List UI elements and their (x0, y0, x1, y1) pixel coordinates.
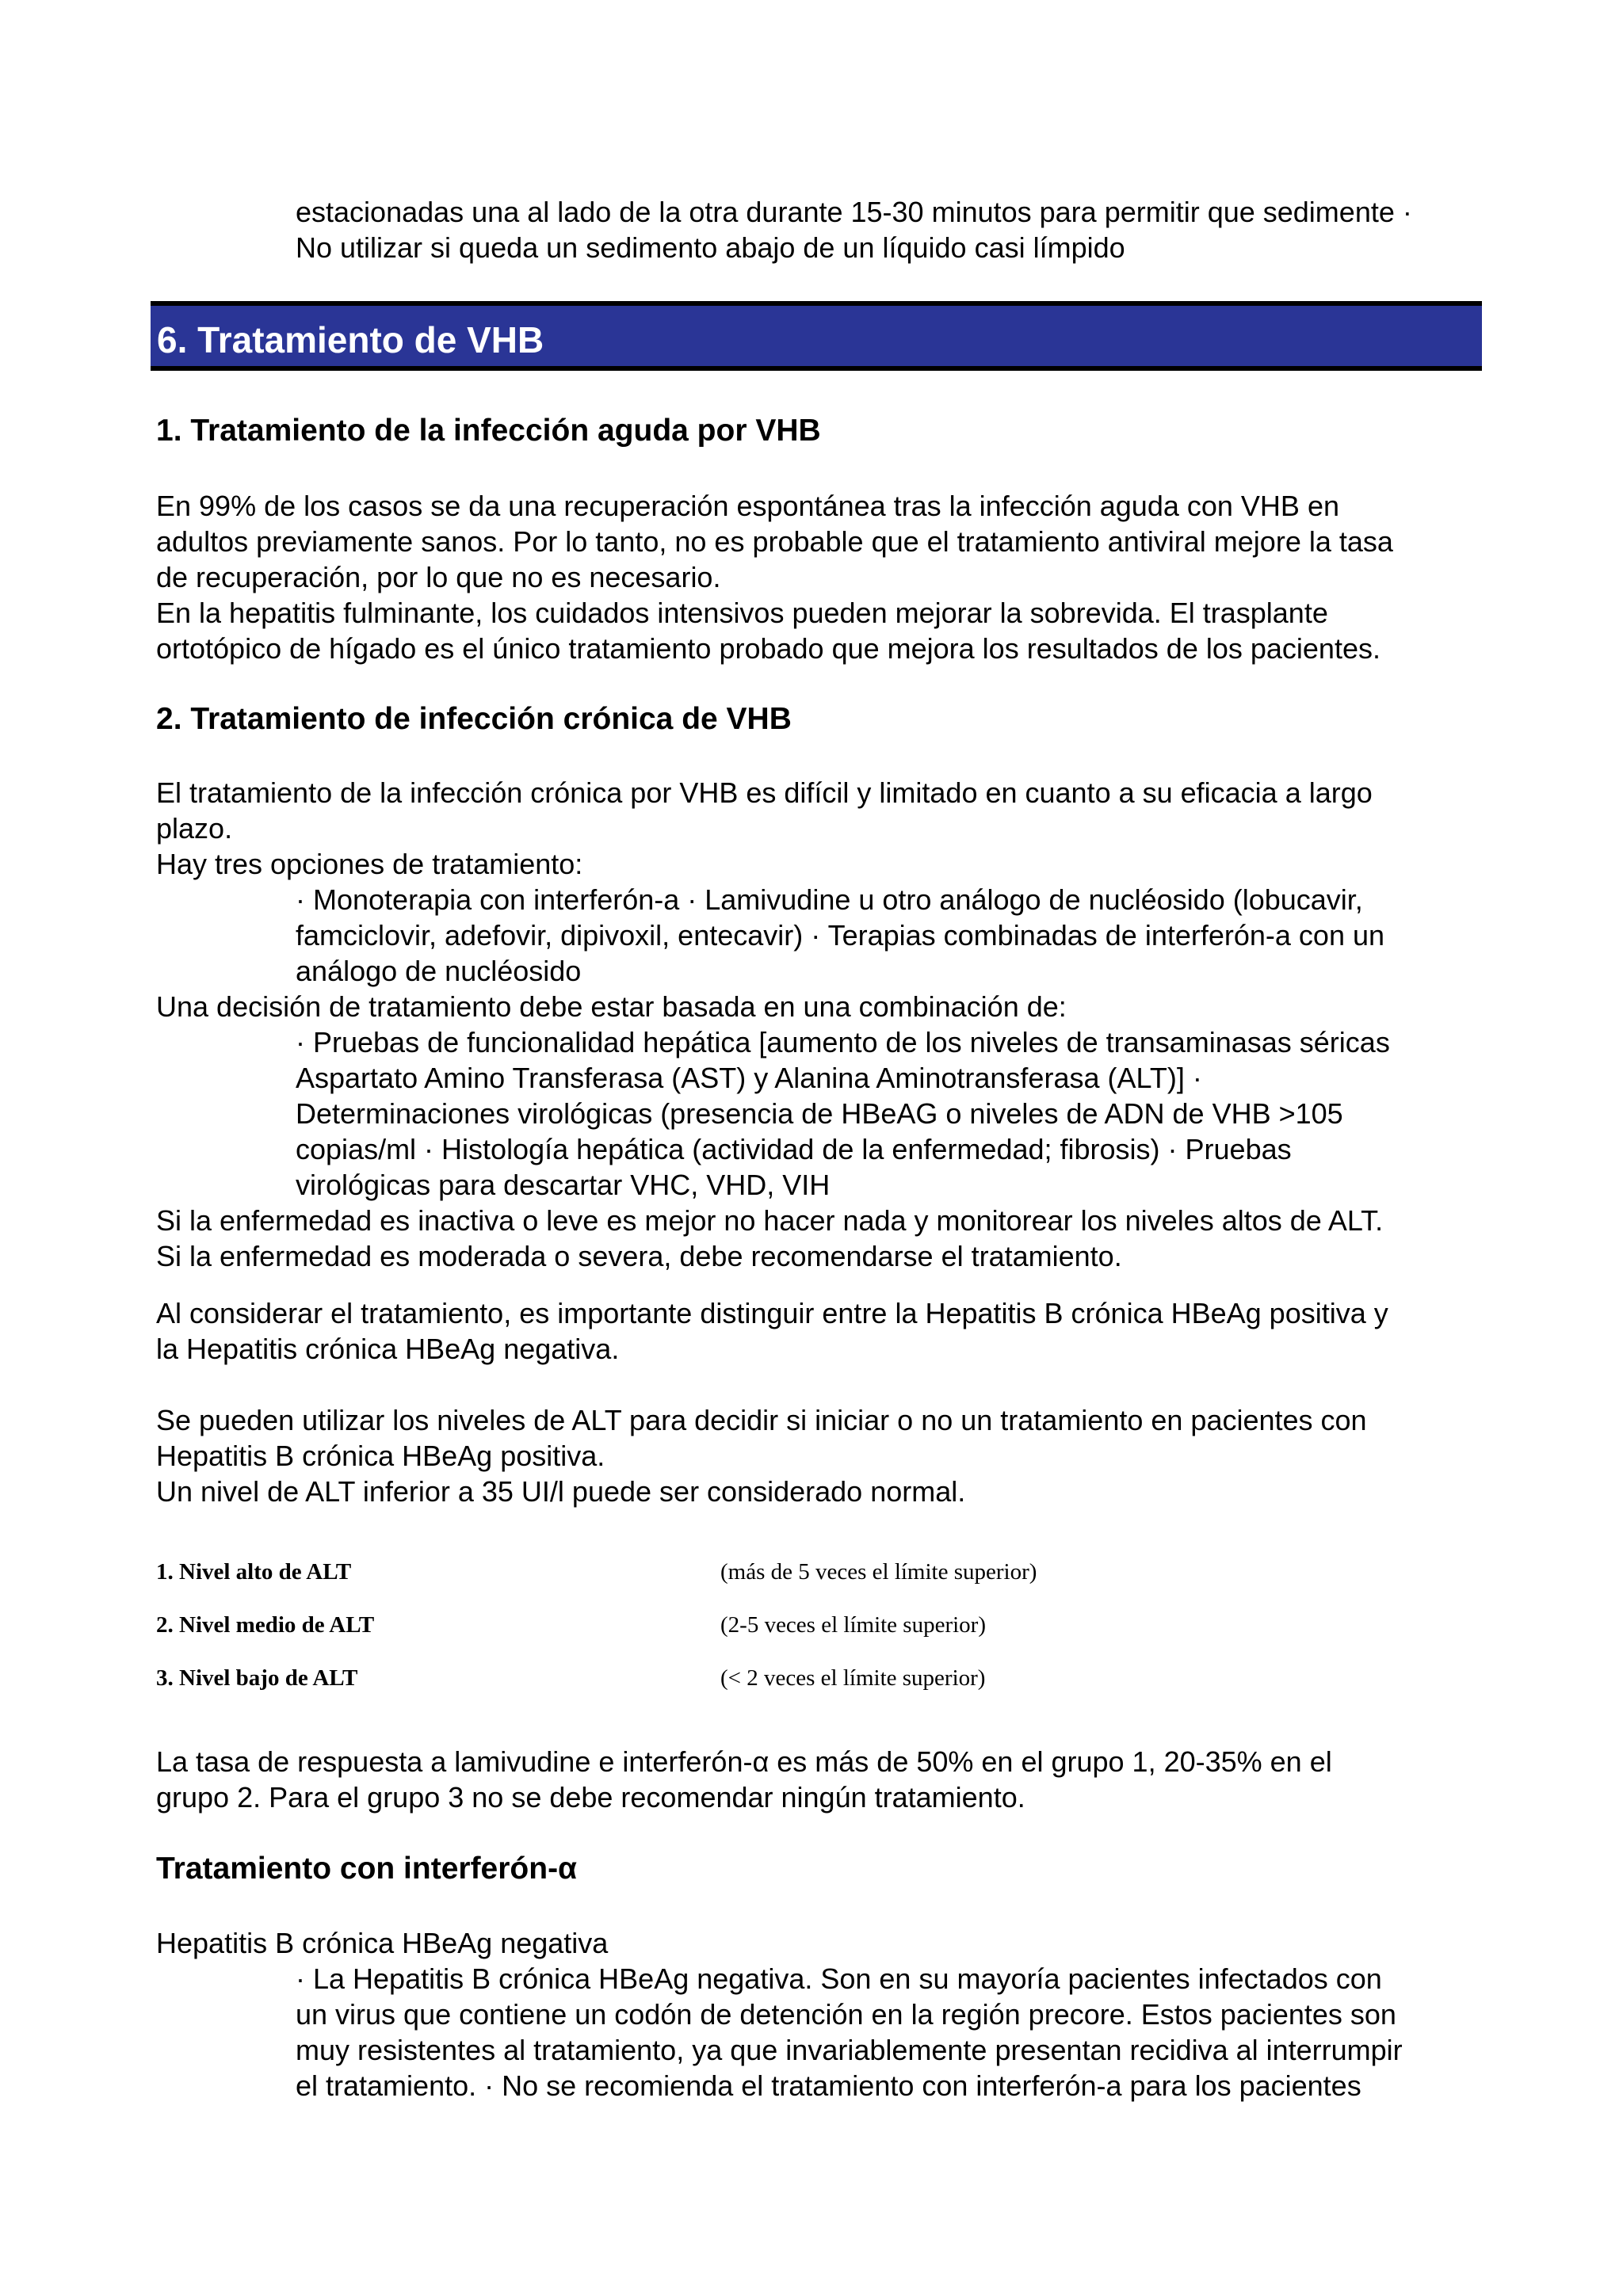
criteria-line: · Pruebas de funcionalidad hepática [aumento de los niveles de transaminasas séricas (296, 1026, 1390, 1058)
interferon-subheading: Hepatitis B crónica HBeAg negativa (156, 1927, 609, 1959)
alt-line: Hepatitis B crónica HBeAg positiva. (156, 1440, 605, 1472)
decision-criteria (296, 1024, 1492, 1203)
option-line: · Monoterapia con interferón-a · Lamivudine u otro análogo de nucléosido (lobucavir, (296, 883, 1363, 916)
acute-line: adultos previamente sanos. Por lo tanto, no es probable que el tratamiento antiviral mejore la tasa (156, 525, 1393, 558)
chronic-intro-line: El tratamiento de la infección crónica por VHB es difícil y limitado en cuanto a su eficacia a largo (156, 776, 1373, 809)
table-row (156, 1665, 1186, 1697)
alt-line: Se pueden utilizar los niveles de ALT para decidir si iniciar o no un tratamiento en pacientes con (156, 1404, 1367, 1436)
response-line: grupo 2. Para el grupo 3 no se debe recomendar ningún tratamiento. (156, 1781, 1025, 1814)
alt-level-desc: (más de 5 veces el límite superior) (720, 1559, 1037, 1585)
acute-line: ortotópico de hígado es el único tratamiento probado que mejora los resultados de los pacientes. (156, 632, 1381, 665)
criteria-line: Determinaciones virológicas (presencia de HBeAG o niveles de ADN de VHB >105 (296, 1097, 1343, 1130)
alt-level-desc: (2-5 veces el límite superior) (720, 1612, 986, 1638)
acute-line: En la hepatitis fulminante, los cuidados intensivos pueden mejorar la sobrevida. El trasplante (156, 597, 1328, 629)
section-title: 6. Tratamiento de VHB (157, 319, 544, 360)
distinguish-paragraph (156, 1295, 1487, 1367)
chronic-heading: 2. Tratamiento de infección crónica de VHB (156, 702, 792, 736)
table-row (156, 1559, 1186, 1591)
alt-level-label: 2. Nivel medio de ALT (156, 1612, 375, 1638)
intro-line-2: No utilizar si queda un sedimento abajo de un líquido casi límpido (296, 231, 1125, 264)
acute-line: En 99% de los casos se da una recuperación espontánea tras la infección aguda con VHB en (156, 490, 1339, 522)
criteria-line: copias/ml · Histología hepática (actividad de la enfermedad; fibrosis) · Pruebas (296, 1133, 1292, 1165)
acute-paragraph (156, 488, 1487, 666)
alt-level-desc: (< 2 veces el límite superior) (720, 1665, 986, 1691)
interferon-line: muy resistentes al tratamiento, ya que invariablemente presentan recidiva al interrumpir (296, 2034, 1403, 2066)
chronic-intro-line: plazo. (156, 812, 233, 845)
chronic-intro-line: Hay tres opciones de tratamiento: (156, 848, 583, 880)
distinguish-line: Al considerar el tratamiento, es importante distinguir entre la Hepatitis B crónica HBeAg positiva y (156, 1297, 1388, 1329)
section-banner (151, 301, 1482, 371)
interferon-paragraph (296, 1961, 1492, 2103)
alt-level-label: 1. Nivel alto de ALT (156, 1559, 352, 1585)
alt-level-label: 3. Nivel bajo de ALT (156, 1665, 358, 1691)
alt-line: Un nivel de ALT inferior a 35 UI/l puede ser considerado normal. (156, 1475, 966, 1508)
criteria-line: virológicas para descartar VHC, VHD, VIH (296, 1169, 831, 1201)
treatment-options (296, 882, 1492, 989)
interferon-line: el tratamiento. · No se recomienda el tratamiento con interferón-a para los pacientes (296, 2069, 1361, 2102)
criteria-line: Aspartato Amino Transferasa (AST) y Alanina Aminotransferasa (ALT)] · (296, 1062, 1202, 1094)
severity-paragraph (156, 1203, 1487, 1274)
severity-line: Si la enfermedad es inactiva o leve es mejor no hacer nada y monitorear los niveles altos de ALT. (156, 1204, 1384, 1237)
option-line: análogo de nucléosido (296, 955, 582, 987)
intro-paragraph (296, 194, 1492, 265)
option-line: famciclovir, adefovir, dipivoxil, entecavir) · Terapias combinadas de interferón-a con un (296, 919, 1385, 952)
severity-line: Si la enfermedad es moderada o severa, debe recomendarse el tratamiento. (156, 1240, 1122, 1272)
interferon-heading: Tratamiento con interferón-α (156, 1852, 578, 1886)
response-line: La tasa de respuesta a lamivudine e interferón-α es más de 50% en el grupo 1, 20-35% en el (156, 1745, 1332, 1778)
interferon-line: un virus que contiene un codón de detención en la región precore. Estos pacientes son (296, 1998, 1396, 2031)
acute-heading: 1. Tratamiento de la infección aguda por VHB (156, 414, 821, 448)
decision-line: Una decisión de tratamiento debe estar basada en una combinación de: (156, 990, 1067, 1023)
intro-line-1: estacionadas una al lado de la otra durante 15-30 minutos para permitir que sedimente · (296, 196, 1412, 228)
table-row (156, 1612, 1186, 1644)
interferon-line: · La Hepatitis B crónica HBeAg negativa. Son en su mayoría pacientes infectados con (296, 1962, 1382, 1995)
distinguish-line: la Hepatitis crónica HBeAg negativa. (156, 1333, 620, 1365)
alt-paragraph (156, 1402, 1487, 1509)
response-paragraph (156, 1744, 1487, 1815)
chronic-intro (156, 775, 1487, 882)
acute-line: de recuperación, por lo que no es necesario. (156, 561, 721, 593)
